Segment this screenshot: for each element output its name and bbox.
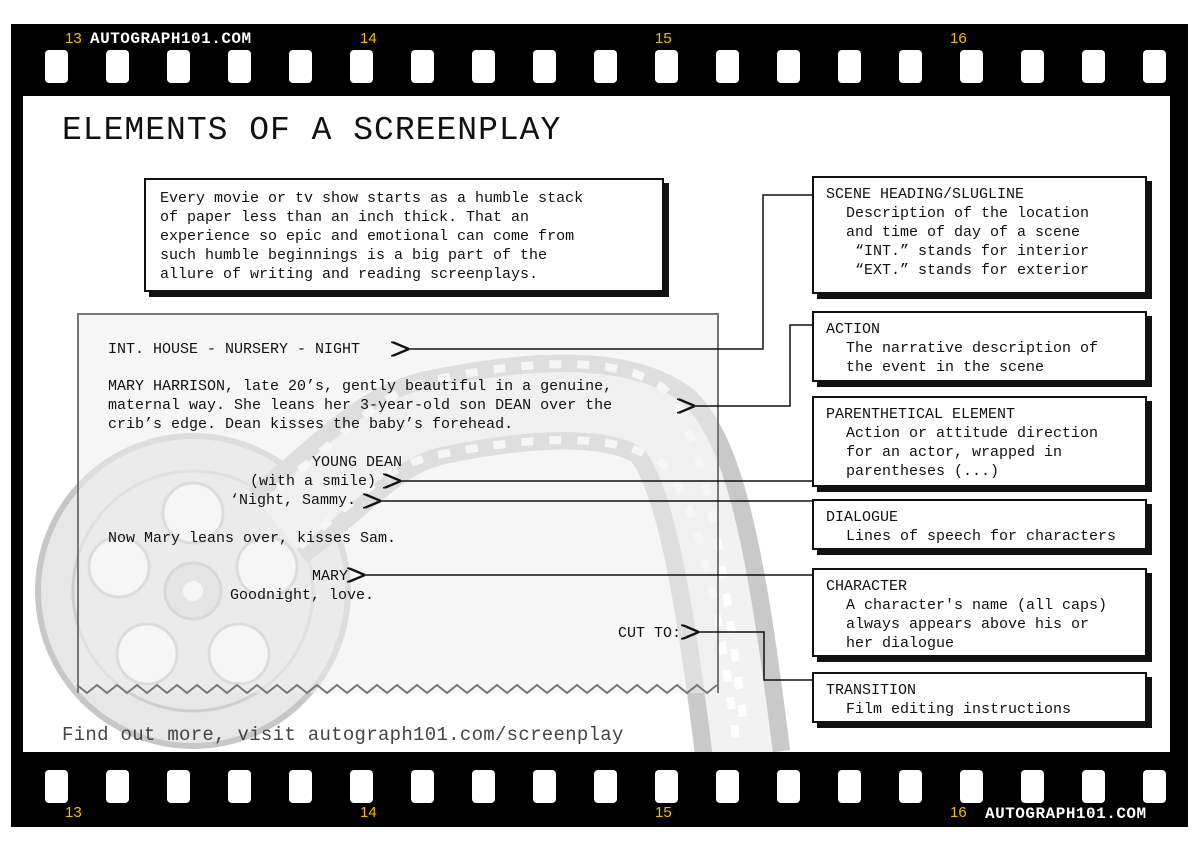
- sprocket-hole: [1082, 770, 1105, 803]
- label-description: A character's name (all caps) always appears above his or her dialogue: [846, 597, 1108, 652]
- sprocket-hole: [533, 770, 556, 803]
- screenplay-character: YOUNG DEAN: [312, 454, 403, 471]
- screenplay-transition: CUT TO:: [618, 625, 682, 642]
- sprocket-hole: [411, 770, 434, 803]
- label-description: The narrative description of the event in the scene: [846, 340, 1099, 376]
- frame-number: 15: [655, 30, 672, 47]
- sprocket-hole: [45, 50, 68, 83]
- screenplay-action-line: Now Mary leans over, kisses Sam.: [108, 530, 397, 547]
- sprocket-hole: [899, 50, 922, 83]
- sprocket-hole: [106, 50, 129, 83]
- sprocket-hole: [289, 770, 312, 803]
- frame-number: 15: [655, 804, 672, 821]
- footer-link[interactable]: Find out more, visit autograph101.com/screenplay: [62, 724, 624, 746]
- sprocket-hole: [289, 50, 312, 83]
- sprocket-hole: [1021, 50, 1044, 83]
- screenplay-dialogue: Goodnight, love.: [230, 587, 375, 604]
- page-title: ELEMENTS OF A SCREENPLAY: [62, 112, 562, 149]
- sprocket-hole: [1143, 770, 1166, 803]
- sprocket-hole: [777, 770, 800, 803]
- label-heading: TRANSITION: [826, 682, 917, 699]
- label-heading: PARENTHETICAL ELEMENT: [826, 406, 1016, 423]
- sprocket-hole: [594, 50, 617, 83]
- label-transition: [812, 672, 1147, 723]
- sprocket-hole: [472, 50, 495, 83]
- brand-top: AUTOGRAPH101.COM: [90, 30, 252, 48]
- frame-number: 13: [65, 804, 82, 821]
- sprocket-hole: [838, 50, 861, 83]
- screenplay-slugline: INT. HOUSE - NURSERY - NIGHT: [108, 341, 361, 358]
- label-dialogue: [812, 499, 1147, 550]
- sprocket-hole: [167, 50, 190, 83]
- sprocket-hole: [655, 50, 678, 83]
- label-heading: DIALOGUE: [826, 509, 899, 526]
- screenplay-action-line: MARY HARRISON, late 20’s, gently beautiful in a genuine,: [108, 378, 613, 395]
- sprocket-hole: [350, 50, 373, 83]
- label-description: Lines of speech for characters: [846, 528, 1117, 545]
- brand-bottom: AUTOGRAPH101.COM: [985, 805, 1147, 823]
- sprocket-hole: [777, 50, 800, 83]
- sprocket-hole: [594, 770, 617, 803]
- intro-box: Every movie or tv show starts as a humble stack of paper less than an inch thick. That an experience so epic and emotional can come from such humble beginnings is a big part of the allure of writing and reading screenplays.: [144, 178, 664, 292]
- sprocket-hole: [533, 50, 556, 83]
- sprocket-hole: [960, 770, 983, 803]
- sprocket-hole: [1021, 770, 1044, 803]
- label-description: Description of the location and time of day of a scene “INT.” stands for interior “EXT.” stands for exterior: [846, 205, 1090, 279]
- sprocket-hole: [45, 770, 68, 803]
- sprocket-hole: [472, 770, 495, 803]
- sprocket-hole: [716, 50, 739, 83]
- label-action: [812, 311, 1147, 382]
- frame-number: 14: [360, 30, 377, 47]
- frame-number: 13: [65, 30, 82, 47]
- sprocket-hole: [1082, 50, 1105, 83]
- sprocket-hole: [167, 770, 190, 803]
- screenplay-action-line: crib’s edge. Dean kisses the baby’s forehead.: [108, 416, 514, 433]
- label-description: Action or attitude direction for an actor, wrapped in parentheses (...): [846, 425, 1099, 480]
- label-parenthetical: [812, 396, 1147, 487]
- frame-number: 14: [360, 804, 377, 821]
- label-heading: SCENE HEADING/SLUGLINE: [826, 186, 1025, 203]
- sprocket-hole: [228, 50, 251, 83]
- frame-number: 16: [950, 30, 967, 47]
- sprocket-hole: [655, 770, 678, 803]
- sprocket-hole: [350, 770, 373, 803]
- sprocket-hole: [1143, 50, 1166, 83]
- label-character: [812, 568, 1147, 657]
- sprocket-hole: [899, 770, 922, 803]
- label-heading: ACTION: [826, 321, 881, 338]
- sprocket-hole: [960, 50, 983, 83]
- screenplay-parenthetical: (with a smile): [250, 473, 377, 490]
- sprocket-hole: [411, 50, 434, 83]
- frame-number: 16: [950, 804, 967, 821]
- label-scene-heading: [812, 176, 1147, 294]
- sprocket-hole: [228, 770, 251, 803]
- screenplay-character: MARY: [312, 568, 349, 585]
- sprocket-hole: [716, 770, 739, 803]
- screenplay-dialogue: ‘Night, Sammy.: [230, 492, 357, 509]
- label-description: Film editing instructions: [846, 701, 1072, 718]
- sprocket-hole: [106, 770, 129, 803]
- label-heading: CHARACTER: [826, 578, 908, 595]
- sprocket-hole: [838, 770, 861, 803]
- screenplay-action-line: maternal way. She leans her 3-year-old son DEAN over the: [108, 397, 613, 414]
